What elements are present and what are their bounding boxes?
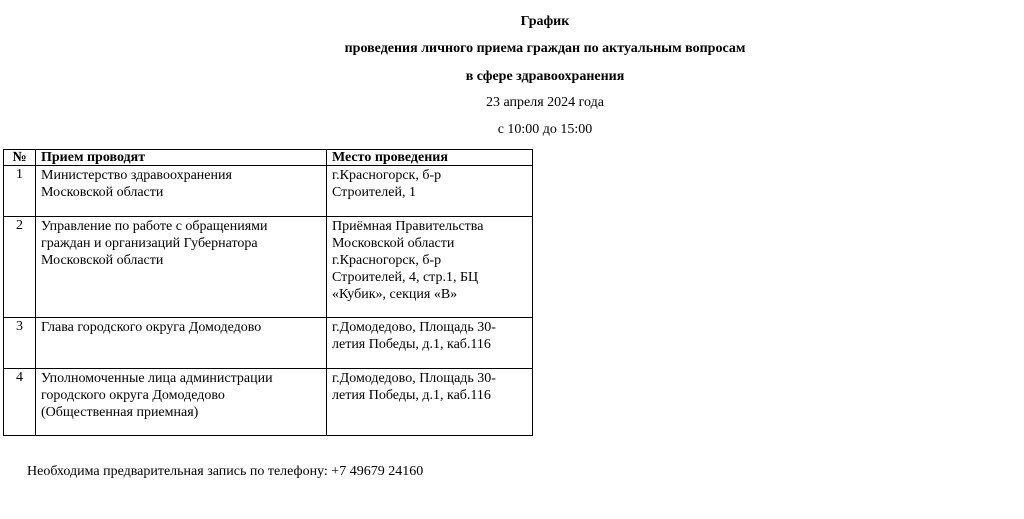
table-row [4, 318, 533, 369]
row-place [327, 166, 533, 217]
document-subtitle: проведения личного приема граждан по актуальным вопросам [344, 41, 746, 56]
row-place [327, 369, 533, 436]
host-line: Глава городского округа Домодедово [41, 320, 262, 335]
place-line: Строителей, 4, стр.1, БЦ [332, 270, 479, 285]
place-line: летия Победы, д.1, каб.116 [332, 388, 491, 403]
row-host [36, 217, 327, 318]
host-line: Московской области [41, 185, 164, 200]
place-line: «Кубик», секция «В» [332, 287, 458, 302]
host-line: граждан и организаций Губернатора [41, 236, 258, 251]
place-line: г.Красногорск, б-р [332, 253, 442, 268]
table-header-row [4, 150, 533, 166]
table-row [4, 217, 533, 318]
document-sphere: в сфере здравоохранения [465, 69, 625, 84]
row-number: 2 [4, 217, 36, 318]
place-line: г.Домодедово, Площадь 30- [332, 320, 496, 335]
place-line: г.Домодедово, Площадь 30- [332, 371, 496, 386]
row-place [327, 217, 533, 318]
host-line: Уполномоченные лица администрации [41, 371, 273, 386]
table-row [4, 369, 533, 436]
host-line: Управление по работе с обращениями [41, 219, 268, 234]
column-header-number: № [4, 150, 36, 166]
place-line: летия Победы, д.1, каб.116 [332, 337, 491, 352]
place-line: Приёмная Правительства [332, 219, 484, 234]
place-line: Строителей, 1 [332, 185, 416, 200]
row-number: 4 [4, 369, 36, 436]
row-host [36, 166, 327, 217]
schedule-time: с 10:00 до 15:00 [497, 122, 593, 137]
column-header-place: Место проведения [327, 150, 533, 166]
document-title: График [520, 14, 570, 29]
appointment-note: Необходима предварительная запись по телефону: +7 49679 24160 [27, 464, 424, 479]
table-row [4, 166, 533, 217]
row-number: 1 [4, 166, 36, 217]
column-header-host: Прием проводят [36, 150, 327, 166]
place-line: г.Красногорск, б-р [332, 168, 442, 183]
row-host [36, 318, 327, 369]
schedule-date: 23 апреля 2024 года [486, 95, 604, 110]
row-place [327, 318, 533, 369]
place-line: Московской области [332, 236, 455, 251]
host-line: городского округа Домодедово [41, 388, 225, 403]
row-number: 3 [4, 318, 36, 369]
host-line: (Общественная приемная) [41, 405, 199, 420]
host-line: Московской области [41, 253, 164, 268]
schedule-table [3, 149, 533, 436]
host-line: Министерство здравоохранения [41, 168, 232, 183]
row-host [36, 369, 327, 436]
